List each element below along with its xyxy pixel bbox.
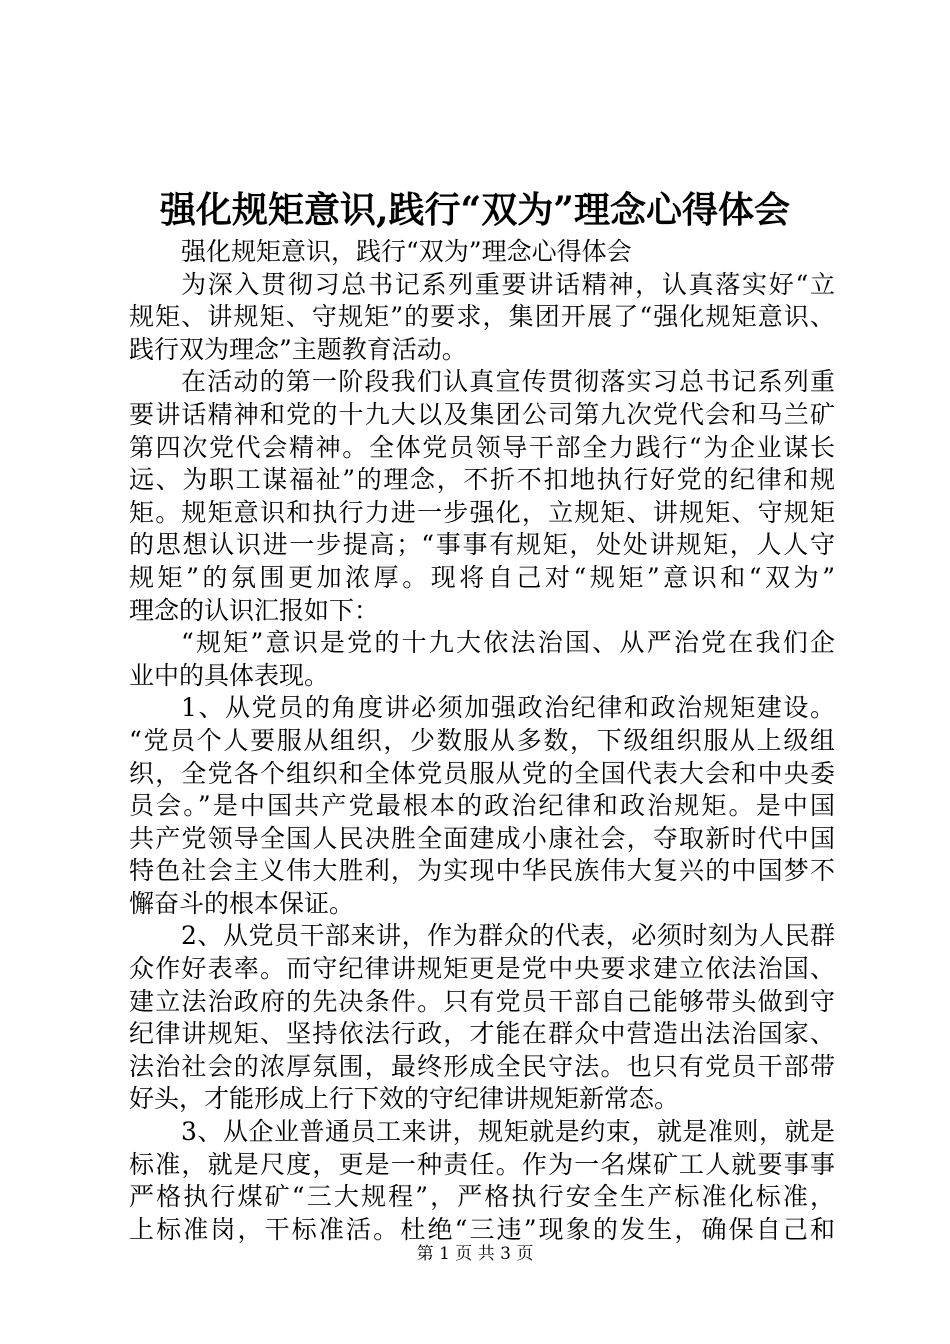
- text-line: 特色社会主义伟大胜利，为实现中华民族伟大复兴的中国梦不: [129, 856, 835, 886]
- text-line: 员会。”是中国共产党最根本的政治纪律和政治规矩。是中国: [129, 791, 835, 821]
- text-line: 织，全党各个组织和全体党员服从党的全国代表大会和中央委: [129, 758, 835, 788]
- text-line: “党员个人要服从组织，少数服从多数，下级组织服从上级组: [129, 725, 835, 755]
- text-line: 懈奋斗的根本保证。: [129, 888, 355, 918]
- text-line: 强化规矩意识，践行“双为”理念心得体会: [181, 237, 632, 266]
- text-line: 严格执行煤矿“三大规程”，严格执行安全生产标准化标准，: [129, 1182, 835, 1212]
- text-line: 的思想认识进一步提高；“事事有规矩，处处讲规矩，人人守: [129, 530, 835, 560]
- text-line: 业中的具体表现。: [129, 660, 330, 690]
- text-line: 2、从党员干部来讲，作为群众的代表，必须时刻为人民群: [181, 921, 835, 951]
- text-line: 在活动的第一阶段我们认真宣传贯彻落实习总书记系列重: [181, 367, 835, 397]
- text-line: 要讲话精神和党的十九大以及集团公司第九次党代会和马兰矿: [129, 399, 835, 429]
- text-line: 规矩”的氛围更加浓厚。现将自己对“规矩”意识和“双为”: [129, 562, 835, 592]
- text-line: 3、从企业普通员工来讲，规矩就是约束，就是准则，就是: [181, 1117, 835, 1147]
- document-body: [129, 236, 835, 1246]
- text-line: 矩。规矩意识和执行力进一步强化，立规矩、讲规矩、守规矩: [129, 497, 835, 527]
- text-line: 第四次党代会精神。全体党员领导干部全力践行“为企业谋长: [129, 432, 835, 462]
- text-line: 1、从党员的角度讲必须加强政治纪律和政治规矩建设。: [181, 693, 835, 723]
- page-number: 第 1 页 共 3 页: [416, 1244, 534, 1264]
- page-title: 强化规矩意识,践行“双为”理念心得体会: [160, 189, 790, 231]
- text-line: 理念的认识汇报如下：: [129, 595, 380, 625]
- text-line: 共产党领导全国人民决胜全面建成小康社会，夺取新时代中国: [129, 823, 835, 853]
- text-line: 上标准岗，干标准活。杜绝“三违”现象的发生，确保自己和: [129, 1214, 835, 1244]
- text-line: 纪律讲规矩、坚持依法行政，才能在群众中营造出法治国家、: [129, 1019, 835, 1049]
- text-line: 规矩、讲规矩、守规矩”的要求，集团开展了“强化规矩意识、: [129, 302, 835, 332]
- text-line: 众作好表率。而守纪律讲规矩更是党中央要求建立依法治国、: [129, 954, 835, 984]
- text-line: “规矩”意识是党的十九大依法治国、从严治党在我们企: [181, 628, 835, 658]
- text-line: 建立法治政府的先决条件。只有党员干部自己能够带头做到守: [129, 986, 835, 1016]
- text-line: 标准，就是尺度，更是一种责任。作为一名煤矿工人就要事事: [129, 1149, 835, 1179]
- text-line: 好头，才能形成上行下效的守纪律讲规矩新常态。: [129, 1084, 680, 1114]
- text-line: 为深入贯彻习总书记系列重要讲话精神，认真落实好“立: [181, 269, 835, 299]
- text-line: 践行双为理念”主题教育活动。: [129, 334, 467, 364]
- text-line: 远、为职工谋福祉”的理念，不折不扣地执行好党的纪律和规: [129, 465, 835, 495]
- text-line: 法治社会的浓厚氛围，最终形成全民守法。也只有党员干部带: [129, 1051, 835, 1081]
